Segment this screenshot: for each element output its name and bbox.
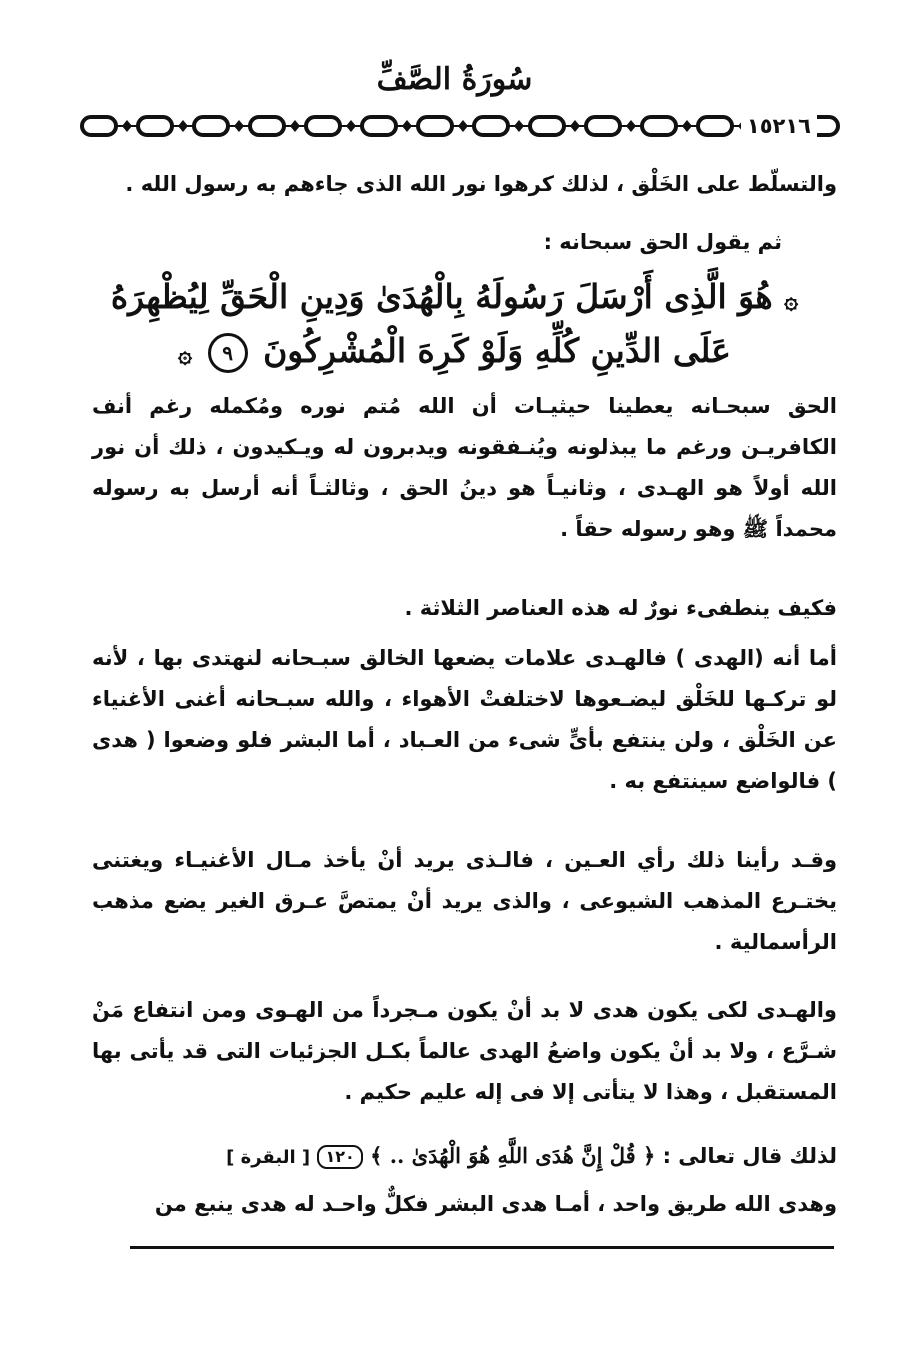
footer-rule bbox=[130, 1246, 834, 1249]
paragraph-continued: وهدى الله طريق واحد ، أمـا هدى البشر فكلٌّ واحـد له هدى ينبع من bbox=[154, 1192, 837, 1216]
ayah-reference: ١٢٠ bbox=[317, 1145, 362, 1169]
surah-title: سُورَةُ الصَّفِّ bbox=[376, 62, 533, 97]
page-number: ١٥٢١٦ bbox=[741, 112, 817, 140]
verse-intro: ثم يقول الحق سبحانه : bbox=[543, 230, 782, 254]
quote-intro: لذلك قال تعالى : bbox=[662, 1144, 837, 1168]
ayah-number-marker: ٩ bbox=[208, 333, 248, 373]
header-ornament-band bbox=[78, 112, 844, 140]
paragraph-commentary-4: وقـد رأينا ذلك رأي العـين ، فالـذى يريد أنْ يأخذ مـال الأغنيـاء ويغتنى يختـرع المذهب الشيوعى ، والذى يريد أنْ يمتصَّ عـرق الغير يضع مذهب الرأسمالية . bbox=[92, 848, 837, 954]
paragraph-commentary-5: والهـدى لكى يكون هدى لا بد أنْ يكون مـجرداً من الهـوى ومن انتفاع مَنْ شـرَّع ، ولا بد أنْ يكون واضعُ الهدى عالماً بكـل الجزئيات التى قد يأتى بها المستقبل ، وهذا لا يتأتى إلا فى إله عليم حكيم . bbox=[92, 998, 837, 1104]
verse-text-1: هُوَ الَّذِى أَرْسَلَ رَسُولَهُ بِالْهُدَىٰ وَدِينِ الْحَقِّ لِيُظْهِرَهُ bbox=[110, 277, 773, 316]
paragraph-commentary-1: الحق سبحـانه يعطينا حيثيـات أن الله مُتم نوره ومُكمله رغم أنف الكافريـن ورغم ما يبذلونه ويُنـفقونه ويدبرون له ويـكيدون ، ذلك أن نور الله أولاً هو الهـدى ، وثانيـاً هو دينُ الحق ، وثالثـاً أنه أرسل به رسوله محمداً ﷺ وهو رسوله حقاً . bbox=[92, 394, 837, 541]
surah-reference: [ البقرة ] bbox=[226, 1147, 311, 1168]
quran-quote: ﴿ قُلْ إِنَّ هُدَى اللَّهِ هُوَ الْهُدَىٰ .. ﴾ bbox=[370, 1143, 656, 1168]
quran-verse-line-2 bbox=[0, 324, 909, 381]
paragraph-commentary-3: أما أنه (الهدى ) فالهـدى علامات يضعها الخالق سبـحانه لنهتدى بها ، لأنه لو تركـها للخَلْق ليضـعوها لاختلفتْ الأهواء ، والله سبـحانه أغنى الأغنياء عن الخَلْق ، ولن ينتفع بأىٍّ شىء من العـباد ، أما البشر فلو وضعوا ( هدى ) فالواضع سينتفع به . bbox=[92, 646, 837, 793]
paragraph-continuation: والتسلّط على الخَلْق ، لذلك كرهوا نور الله الذى جاءهم به رسول الله . bbox=[125, 172, 837, 196]
quote-line bbox=[92, 1138, 837, 1176]
verse-ornament-end-icon: ۞ bbox=[178, 339, 193, 368]
verse-ornament-icon: ۞ bbox=[784, 285, 799, 314]
verse-text-2: عَلَى الدِّينِ كُلِّهِ وَلَوْ كَرِهَ الْمُشْرِكُونَ bbox=[263, 331, 731, 370]
quran-verse-line-1 bbox=[0, 270, 909, 327]
paragraph-commentary-2: فكيف ينطفىء نورٌ له هذه العناصر الثلاثة . bbox=[404, 596, 837, 620]
